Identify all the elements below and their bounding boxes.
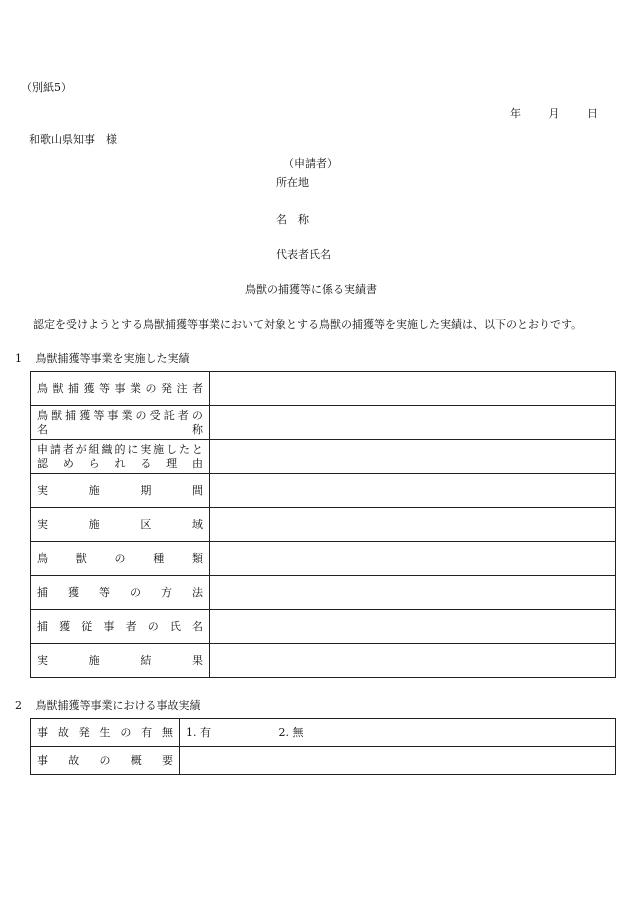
row-label-cell: [31, 508, 210, 542]
accident-summary-value-cell[interactable]: [180, 747, 616, 775]
accident-occurrence-label-cell: [31, 719, 180, 747]
row-label-line1: 捕 獲 従 事 者 の 氏 名: [37, 619, 203, 633]
row-label-line1: 捕 獲 等 の 方 法: [37, 585, 203, 599]
row-label-cell: [31, 542, 210, 576]
table-row: [31, 576, 616, 610]
row-value-cell[interactable]: [210, 508, 616, 542]
row-label-cell: [31, 576, 210, 610]
row-value-cell[interactable]: [210, 372, 616, 406]
row-label-cell: [31, 406, 210, 440]
date-year: 年: [510, 107, 521, 120]
table-row: [31, 644, 616, 678]
row-label-line2: 認 め ら れ る 理 由: [37, 456, 203, 470]
row-label-line1: 鳥 獣 捕 獲 等 事 業 の 受 託 者 の: [37, 409, 203, 423]
accident-occurrence-value-cell: [180, 719, 616, 747]
intro-text: 認定を受けようとする鳥獣捕獲等事業において対象とする鳥獣の捕獲等を実施した実績は、以下のとおりです。: [33, 318, 583, 331]
date-month: 月: [548, 107, 560, 120]
date-line: [510, 107, 598, 120]
applicant-name: 名 称: [276, 213, 309, 226]
accident-option-no[interactable]: 2. 無: [278, 725, 304, 739]
accident-occurrence-label: 事 故 発 生 の 有 無: [37, 725, 173, 739]
implementation-record-rows: [31, 372, 616, 678]
row-label-cell: [31, 474, 210, 508]
date-day: 日: [587, 107, 598, 120]
applicant-address: 所在地: [276, 176, 309, 189]
row-label-cell: [31, 644, 210, 678]
row-label-line2: 名 称: [37, 422, 203, 436]
table-row: [31, 719, 616, 747]
section1-title: 鳥獣捕獲等事業を実施した実績: [35, 352, 190, 365]
applicant-label: （申請者）: [283, 157, 338, 170]
row-value-cell[interactable]: [210, 576, 616, 610]
applicant-representative: 代表者氏名: [276, 248, 331, 261]
accident-summary-label: 事 故 の 概 要: [37, 753, 173, 767]
section2-heading: [15, 699, 201, 712]
table-row: [31, 474, 616, 508]
table-row: [31, 610, 616, 644]
row-label-line1: 実 施 期 間: [37, 483, 203, 497]
table-row: [31, 508, 616, 542]
table-row: [31, 542, 616, 576]
attachment-label: （別紙5）: [21, 81, 72, 94]
row-label-line1: 鳥 獣 捕 獲 等 事 業 の 発 注 者: [37, 381, 203, 395]
addressee: 和歌山県知事 様: [29, 133, 117, 146]
row-value-cell[interactable]: [210, 406, 616, 440]
table-row: [31, 440, 616, 474]
row-value-cell[interactable]: [210, 474, 616, 508]
row-label-cell: [31, 372, 210, 406]
accident-record-table: [30, 718, 616, 775]
document-title: 鳥獣の捕獲等に係る実績書: [245, 283, 377, 296]
row-label-line1: 申 請 者 が 組 織 的 に 実 施 し た と: [37, 443, 203, 457]
row-value-cell[interactable]: [210, 644, 616, 678]
table-row: [31, 406, 616, 440]
row-label-cell: [31, 440, 210, 474]
row-label-line1: 鳥 獣 の 種 類: [37, 551, 203, 565]
implementation-record-table: [30, 371, 616, 678]
section1-heading: [15, 352, 190, 365]
row-label-cell: [31, 610, 210, 644]
accident-summary-label-cell: [31, 747, 180, 775]
accident-option-yes[interactable]: 1. 有: [186, 725, 211, 739]
section2-number: 2: [15, 699, 22, 712]
table-row: [31, 372, 616, 406]
row-label-line1: 実 施 結 果: [37, 653, 203, 667]
row-label-line1: 実 施 区 域: [37, 517, 203, 531]
table-row: [31, 747, 616, 775]
section2-title: 鳥獣捕獲等事業における事故実績: [35, 699, 201, 712]
section1-number: 1: [15, 352, 22, 365]
row-value-cell[interactable]: [210, 610, 616, 644]
row-value-cell[interactable]: [210, 440, 616, 474]
row-value-cell[interactable]: [210, 542, 616, 576]
